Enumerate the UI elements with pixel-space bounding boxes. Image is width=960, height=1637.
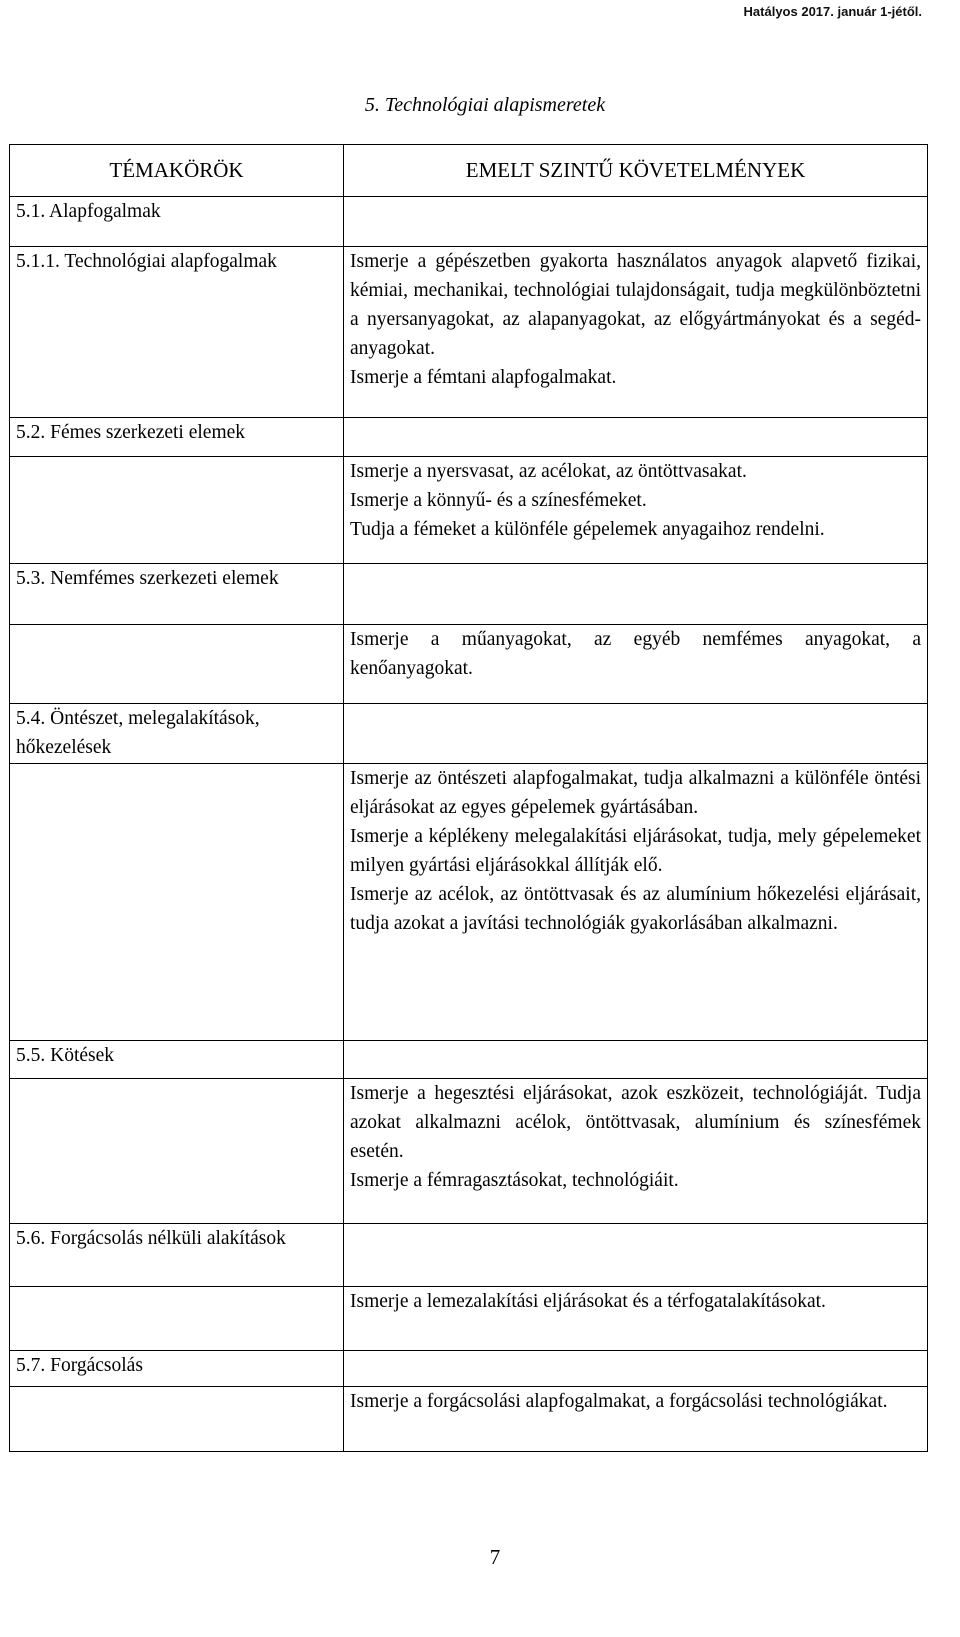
topic-cell: 5.3. Nemfémes szerkezeti elemek [10, 564, 344, 625]
page-number: 7 [489, 1545, 501, 1569]
requirement-text: Ismerje a forgácsolási alapfogalmakat, a forgácsolási technológiákat. [350, 1391, 888, 1412]
requirements-cell [344, 247, 928, 418]
topic-cell [10, 1387, 344, 1452]
topic-cell [10, 625, 344, 704]
topic-cell [10, 1079, 344, 1224]
requirement-text: Ismerje a gépészetben gyakorta használatos anyagok alapvető fizikai, kémiai, mechanikai, technológiai tulajdonságait, tudja megkülönböztetni a nyersanyagokat, az alapanyagokat, az előgyártmányokat és a segéd-anyagokat. [350, 251, 921, 359]
column-header-topics: TÉMAKÖRÖK [10, 145, 344, 197]
topic-cell: 5.5. Kötések [10, 1041, 344, 1079]
table-row [10, 625, 928, 704]
column-header-requirements: EMELT SZINTŰ KÖVETELMÉNYEK [344, 145, 928, 197]
table-row [10, 1287, 928, 1351]
table-row [10, 1079, 928, 1224]
topic-cell: 5.1. Alapfogalmak [10, 197, 344, 247]
table-row [10, 247, 928, 418]
requirements-cell [344, 1224, 928, 1287]
requirements-cell [344, 625, 928, 704]
table-row [10, 1351, 928, 1387]
effective-date-note: Hatályos 2017. január 1-jétől. [743, 4, 922, 19]
requirement-text: Ismerje a képlékeny melegalakítási eljárásokat, tudja, mely gépelemeket milyen gyártási eljárásokkal állítják elő. [350, 826, 921, 876]
requirement-text: Ismerje a lemezalakítási eljárásokat és a térfogatalakításokat. [350, 1291, 826, 1312]
table-row [10, 764, 928, 1041]
section-title: 5. Technológiai alapismeretek [364, 94, 606, 116]
topic-cell [10, 1287, 344, 1351]
table-row [10, 1224, 928, 1287]
requirements-cell [344, 764, 928, 1041]
requirement-text: Ismerje a hegesztési eljárásokat, azok eszközeit, technológiáját. Tudja azokat alkalmazni acélok, öntöttvasak, alumínium és színesfémek esetén. [350, 1083, 921, 1162]
requirements-cell [344, 564, 928, 625]
requirement-text: Ismerje az acélok, az öntöttvasak és az alumínium hőkezelési eljárásait, tudja azokat a javítási technológiák gyakorlásában alkalmazni. [350, 884, 921, 934]
table-row [10, 418, 928, 457]
topic-cell: 5.1.1. Technológiai alapfogalmak [10, 247, 344, 418]
table-row [10, 704, 928, 764]
requirements-cell [344, 1079, 928, 1224]
requirements-cell [344, 704, 928, 764]
topic-cell: 5.7. Forgácsolás [10, 1351, 344, 1387]
requirements-cell [344, 197, 928, 247]
requirements-cell [344, 418, 928, 457]
topic-cell: 5.4. Öntészet, melegalakítások, hőkezelések [10, 704, 344, 764]
table-row [10, 1387, 928, 1452]
requirement-text: Ismerje a fémtani alapfogalmakat. [350, 367, 617, 388]
requirements-table [9, 144, 928, 1452]
table-row [10, 1041, 928, 1079]
requirements-cell [344, 457, 928, 564]
requirement-text: Ismerje a műanyagokat, az egyéb nemfémes anyagokat, a kenőanyagokat. [350, 629, 921, 679]
requirements-cell [344, 1387, 928, 1452]
topic-cell [10, 764, 344, 1041]
table-body [10, 197, 928, 1452]
table-row [10, 564, 928, 625]
table-row [10, 457, 928, 564]
table-row [10, 197, 928, 247]
requirement-text: Ismerje az öntészeti alapfogalmakat, tudja alkalmazni a különféle öntési eljárásokat az egyes gépelemek gyártásában. [350, 768, 921, 818]
requirement-text: Ismerje a nyersvasat, az acélokat, az öntöttvasakat. [350, 461, 747, 482]
requirement-text: Ismerje a fémragasztásokat, technológiáit. [350, 1170, 679, 1191]
requirements-cell [344, 1351, 928, 1387]
requirement-text: Ismerje a könnyű- és a színesfémeket. [350, 490, 647, 511]
topic-cell: 5.6. Forgácsolás nélküli alakítások [10, 1224, 344, 1287]
requirement-text: Tudja a fémeket a különféle gépelemek anyagaihoz rendelni. [350, 519, 825, 540]
requirements-cell [344, 1287, 928, 1351]
requirements-cell [344, 1041, 928, 1079]
topic-cell [10, 457, 344, 564]
topic-cell: 5.2. Fémes szerkezeti elemek [10, 418, 344, 457]
